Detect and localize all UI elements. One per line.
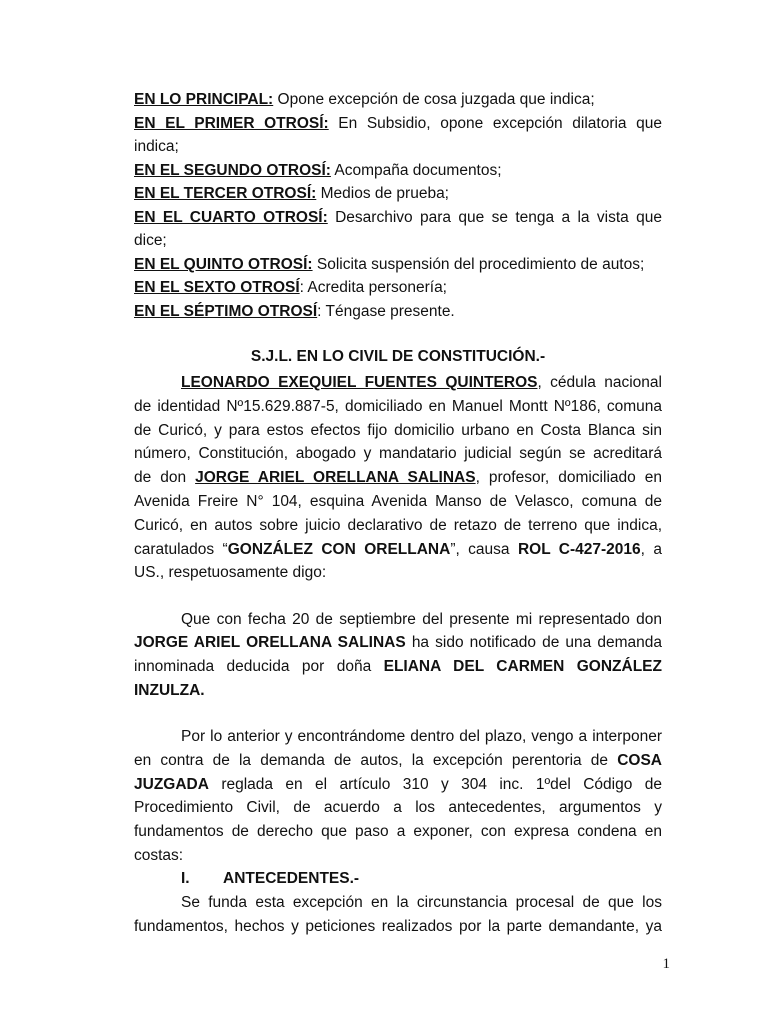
summary-text: dice; [134, 232, 167, 249]
intro-line-4: número, Constitución, abogado y mandatario judicial según se acreditará [134, 445, 662, 462]
summary-principal [134, 90, 662, 110]
p4-line-2: fundamentos, hechos y peticiones realizados por la parte demandante, ya [134, 918, 662, 935]
p3-text: reglada en el artículo 310 y 304 inc. 1ºdel Código de [208, 776, 662, 793]
intro-line-9: US., respetuosamente digo: [134, 564, 327, 581]
intro-text: caratulados “ [134, 541, 228, 558]
p3-bold: COSA [617, 752, 662, 769]
p2-line-2 [134, 633, 662, 653]
summary-text: : Acredita personería; [299, 279, 447, 296]
p3-line-2 [134, 751, 662, 771]
summary-sexto [134, 278, 662, 298]
summary-segundo [134, 161, 662, 181]
intro-line-3: de Curicó, y para estos efectos fijo domicilio urbano en Costa Blanca sin [134, 422, 662, 439]
client-name: JORGE ARIEL ORELLANA SALINAS [134, 634, 406, 651]
case-title: GONZÁLEZ CON ORELLANA [227, 541, 451, 558]
p2-line-3 [134, 657, 662, 677]
summary-text: Acompaña documentos; [330, 162, 502, 179]
summary-cuarto [134, 208, 662, 228]
p3-line-1: Por lo anterior y encontrándome dentro del plazo, vengo a interponer [181, 728, 662, 745]
p2-line-4: INZULZA. [134, 682, 205, 699]
intro-text: , a [640, 541, 662, 558]
p3-text: en contra de la demanda de autos, la excepción perentoria de [134, 752, 618, 769]
intro-line-6: Avenida Freire N° 104, esquina Avenida Manso de Velasco, comuna de [134, 493, 662, 510]
intro-line-5 [134, 468, 662, 488]
summary-text: Desarchivo para que se tenga a la vista que [327, 209, 662, 226]
summary-quinto [134, 255, 662, 275]
p4-line-1: Se funda esta excepción en la circunstancia procesal de que los [181, 894, 662, 911]
case-rol: ROL C-427-2016 [517, 541, 641, 558]
summary-text: Solicita suspensión del procedimiento de autos; [312, 256, 645, 273]
p3-line-3 [134, 775, 662, 795]
p3-line-6: costas: [134, 847, 184, 864]
intro-text: , cédula nacional [537, 374, 662, 391]
summary-label: EN EL SEGUNDO OTROSÍ: [134, 162, 331, 179]
p2-line-1: Que con fecha 20 de septiembre del presente mi representado don [181, 611, 662, 628]
page-number: 1 [662, 956, 670, 972]
summary-septimo [134, 302, 662, 322]
plaintiff-name: ELIANA DEL CARMEN GONZÁLEZ [383, 658, 662, 675]
section-number: I. [181, 870, 190, 887]
summary-text: Medios de prueba; [316, 185, 449, 202]
client-name: JORGE ARIEL ORELLANA SALINAS [195, 469, 476, 486]
summary-cuarto-cont [134, 231, 662, 251]
summary-text: En Subsidio, opone excepción dilatoria que [328, 115, 663, 132]
summary-text: Opone excepción de cosa juzgada que indica; [273, 91, 595, 108]
section-title: ANTECEDENTES.- [223, 870, 360, 887]
summary-label: EN EL QUINTO OTROSÍ: [134, 256, 313, 273]
intro-text: , profesor, domiciliado en [475, 469, 662, 486]
summary-tercero [134, 184, 662, 204]
p3-line-4: Procedimiento Civil, de acuerdo a los antecedentes, argumentos y [134, 799, 662, 816]
summary-label: EN EL TERCER OTROSÍ: [134, 185, 317, 202]
summary-primero-cont [134, 137, 662, 157]
intro-line-1 [181, 373, 662, 393]
court-heading: S.J.L. EN LO CIVIL DE CONSTITUCIÓN.- [250, 348, 546, 365]
p3-line-5: fundamentos de derecho que paso a exponer, con expresa condena en [134, 823, 662, 840]
summary-label: EN EL SEXTO OTROSÍ [134, 279, 300, 296]
p2-text: ha sido notificado de una demanda [405, 634, 662, 651]
intro-line-8 [134, 540, 662, 560]
lawyer-name: LEONARDO EXEQUIEL FUENTES QUINTEROS [181, 374, 538, 391]
summary-text: : Téngase presente. [317, 303, 455, 320]
intro-line-7: Curicó, en autos sobre juicio declarativo de retazo de terreno que indica, [134, 517, 662, 534]
intro-text: ”, causa [450, 541, 518, 558]
p2-text: innominada deducida por doña [134, 658, 384, 675]
intro-line-2: de identidad Nº15.629.887-5, domiciliado en Manuel Montt Nº186, comuna [134, 398, 662, 415]
summary-label: EN EL CUARTO OTROSÍ: [134, 209, 328, 226]
summary-label: EN LO PRINCIPAL: [134, 91, 274, 108]
summary-label: EN EL SÉPTIMO OTROSÍ [134, 303, 318, 320]
summary-text: indica; [134, 138, 179, 155]
p3-bold: JUZGADA [134, 776, 209, 793]
summary-primero [134, 114, 662, 134]
summary-label: EN EL PRIMER OTROSÍ: [134, 115, 329, 132]
intro-text: de don [134, 469, 196, 486]
